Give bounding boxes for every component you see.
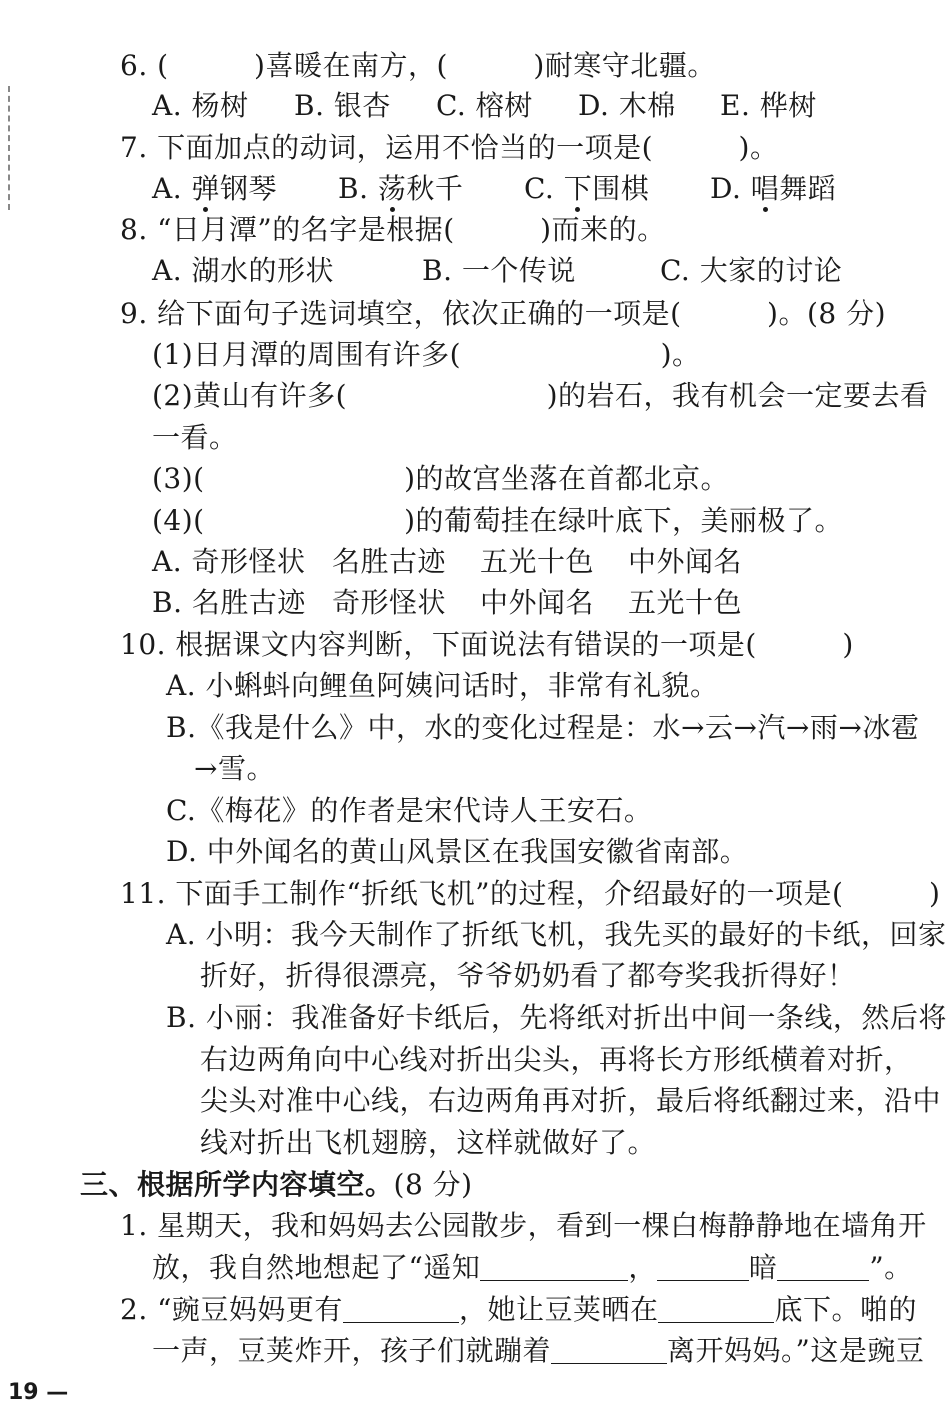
q7-option-b (338, 171, 524, 207)
q8-option-a: A. 湖水的形状 (152, 254, 335, 287)
q7-option-d (710, 171, 836, 207)
q9-sentence-3: (3)( )的故宫坐落在首都北京。 (152, 462, 730, 495)
sec3-q2-text-3: 底下。啪的 (774, 1293, 917, 1326)
q6-stem: 6. ( )喜暖在南方，( )耐寒守北疆。 (120, 49, 716, 82)
q10-option-d: D. 中外闻名的黄山风景区在我国安徽省南部。 (166, 835, 749, 868)
q6-option-c: C. 榕树 (436, 89, 533, 122)
q11-option-b-cont-2: 尖头对准中心线，右边两角再对折，最后将纸翻过来，沿中 (200, 1084, 942, 1117)
page-number: 19 — (8, 1380, 69, 1405)
q10-option-a: A. 小蝌蚪向鲤鱼阿姨问话时，非常有礼貌。 (166, 669, 719, 702)
q11-option-b-cont-1: 右边两角向中心线对折出尖头，再将长方形纸横着对折， (200, 1043, 913, 1076)
q8-option-b: B. 一个传说 (422, 254, 576, 287)
q7-option-b-dotted: 荡 (377, 172, 407, 205)
q8-stem: 8. “日月潭”的名字是根据( )而来的。 (120, 213, 666, 246)
q10-option-b: B.《我是什么》中，水的变化过程是：水→云→汽→雨→冰雹 (166, 711, 920, 744)
q7-stem: 7. 下面加点的动词，运用不恰当的一项是( )。 (120, 131, 779, 164)
q9-option-a-4: 中外闻名 (628, 545, 743, 578)
q9-option-b (152, 585, 742, 621)
q9-option-b-4: 五光十色 (628, 586, 743, 619)
sec3-q2-text-2: ，她让豆荚晒在 (458, 1293, 659, 1326)
q6-options (152, 88, 817, 124)
q6-option-b: B. 银杏 (294, 89, 391, 122)
q7-option-a-letter: A. (152, 172, 192, 205)
section-3-heading (80, 1167, 473, 1203)
q9-option-b-2: 奇形怪状 (332, 586, 447, 619)
section-3-title: 三、根据所学内容填空。 (80, 1168, 394, 1201)
q9-sentence-1: (1)日月潭的周围有许多( )。 (152, 338, 701, 371)
q7-option-d-dotted: 唱 (750, 172, 780, 205)
sec3-q1-line-1: 1. 星期天，我和妈妈去公园散步，看到一棵白梅静静地在墙角开 (120, 1209, 927, 1242)
sec3-q2-text-1: 2. “豌豆妈妈更有 (120, 1293, 343, 1326)
q9-sentence-2: (2)黄山有许多( )的岩石，我有机会一定要去看 (152, 379, 929, 412)
q11-option-a: A. 小明：我今天制作了折纸飞机，我先买的最好的卡纸，回家 (166, 918, 947, 951)
q9-sentence-2-cont: 一看。 (152, 421, 238, 454)
q9-option-a (152, 544, 742, 580)
sec3-q1-text-4: ”。 (869, 1251, 913, 1284)
q9-stem: 9. 给下面句子选词填空，依次正确的一项是( )。(8 分) (120, 297, 887, 330)
sec3-q2-text-5: 离开妈妈。”这是豌豆 (667, 1334, 925, 1367)
sec3-q1-line-2 (152, 1250, 913, 1286)
q9-option-b-1: B. 名胜古迹 (152, 586, 306, 619)
q7-option-c-rest: 围棋 (592, 172, 650, 205)
sec3-q2-line-2 (152, 1333, 924, 1369)
q10-option-b-cont: →雪。 (194, 752, 275, 785)
q7-option-d-rest: 舞蹈 (779, 172, 837, 205)
q6-option-a: A. 杨树 (152, 89, 249, 122)
q11-option-b-cont-3: 线对折出飞机翅膀，这样就做好了。 (200, 1126, 657, 1159)
q6-option-d: D. 木棉 (578, 89, 676, 122)
q7-options (152, 171, 836, 207)
answer-blank-4[interactable] (343, 1296, 459, 1323)
q9-sentence-4: (4)( )的葡萄挂在绿叶底下，美丽极了。 (152, 504, 844, 537)
q10-stem: 10. 根据课文内容判断，下面说法有错误的一项是( ) (120, 628, 854, 661)
q11-option-b: B. 小丽：我准备好卡纸后，先将纸对折出中间一条线，然后将 (166, 1001, 947, 1034)
q11-option-a-cont: 折好，折得很漂亮，爷爷奶奶看了都夸奖我折得好！ (200, 959, 856, 992)
q7-option-c-letter: C. (524, 172, 564, 205)
q11-stem: 11. 下面手工制作“折纸飞机”的过程，介绍最好的一项是( ) (120, 877, 941, 910)
answer-blank-5[interactable] (658, 1296, 774, 1323)
q10-option-c: C.《梅花》的作者是宋代诗人王安石。 (166, 794, 653, 827)
answer-blank-6[interactable] (551, 1337, 667, 1364)
q8-option-c: C. 大家的讨论 (660, 254, 843, 287)
answer-blank-2[interactable] (657, 1254, 749, 1281)
sec3-q1-text-1: 放，我自然地想起了“遥知 (152, 1251, 481, 1284)
q7-option-a (152, 171, 338, 207)
q7-option-b-letter: B. (338, 172, 378, 205)
sec3-q2-text-4: 一声，豆荚炸开，孩子们就蹦着 (152, 1334, 552, 1367)
q9-option-a-3: 五光十色 (480, 545, 595, 578)
sec3-q1-text-3: 暗 (748, 1251, 778, 1284)
q7-option-c (524, 171, 710, 207)
answer-blank-1[interactable] (480, 1254, 628, 1281)
q8-options (152, 253, 842, 289)
q7-option-a-rest: 钢琴 (220, 172, 278, 205)
q7-option-b-rest: 秋千 (406, 172, 464, 205)
sec3-q2-line-1 (120, 1292, 917, 1328)
sec3-q1-text-2: ， (628, 1251, 657, 1284)
section-3-points: (8 分) (393, 1168, 473, 1201)
q7-option-d-letter: D. (710, 172, 751, 205)
q6-option-e: E. 桦树 (720, 89, 817, 122)
q9-option-a-2: 名胜古迹 (332, 545, 447, 578)
q7-option-c-dotted: 下 (563, 172, 593, 205)
answer-blank-3[interactable] (777, 1254, 869, 1281)
q7-option-a-dotted: 弹 (191, 172, 221, 205)
q9-option-a-1: A. 奇形怪状 (152, 545, 306, 578)
q9-option-b-3: 中外闻名 (480, 586, 595, 619)
cut-line (8, 86, 10, 210)
